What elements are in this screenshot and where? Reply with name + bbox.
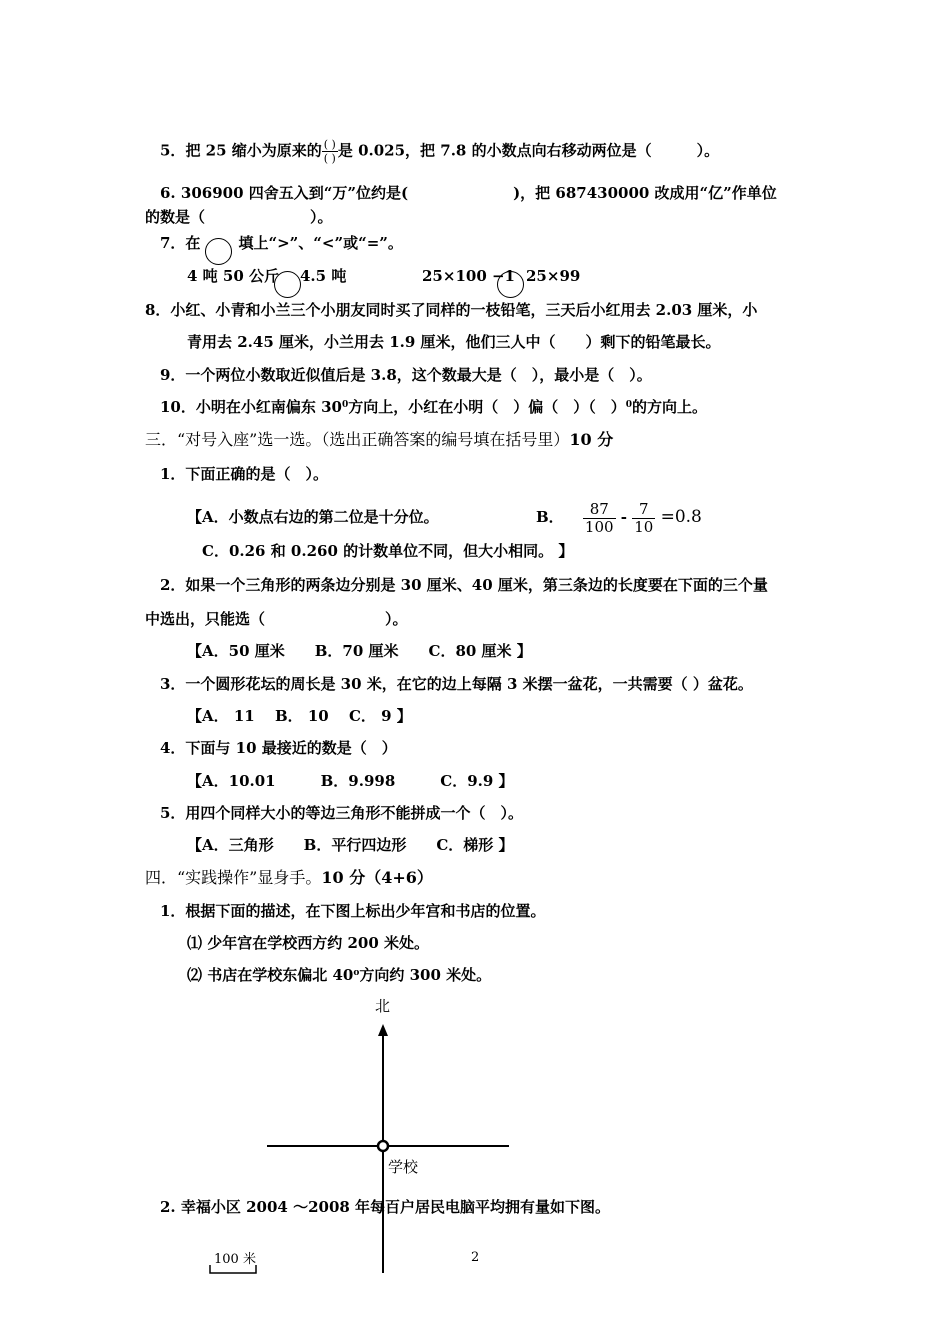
q7-text-a: 7．在 xyxy=(160,234,201,252)
q7-item1-right: 4.5 吨 xyxy=(300,267,347,285)
q5-frac-num: ( ) xyxy=(323,138,336,151)
s3-question-3: 3．一个圆形花坛的周长是 30 米，在它的边上每隔 3 米摆一盆花，一共需要（ ）盆花。 xyxy=(160,675,753,693)
q10-text-b: 方向上，小红在小明（ ）偏（ ）（ ） xyxy=(348,398,626,416)
north-label: 北 xyxy=(375,997,391,1015)
sub-2-text-b: 方向约 300 米处。 xyxy=(359,966,492,984)
s3-question-2-line2: 中选出，只能选（ ）。 xyxy=(145,610,408,628)
s3-q1-option-b xyxy=(536,498,702,536)
s3-question-2-line1: 2．如果一个三角形的两条边分别是 30 厘米、40 厘米，第三条边的长度要在下面的三个量 xyxy=(160,576,768,594)
sub-2-text-a: ⑵ 书店在学校东偏北 40 xyxy=(187,966,354,984)
s4-q1-sub-2 xyxy=(187,965,491,985)
direction-map[interactable] xyxy=(260,1020,520,1280)
s3-q1-option-c: C．0.26 和 0.260 的计数单位不同，但大小相同。 】 xyxy=(202,542,574,560)
q5-text-a: 把 25 缩小为原来的 xyxy=(185,141,322,160)
school-point-icon xyxy=(378,1141,388,1151)
fraction-2-denominator: 10 xyxy=(634,517,654,536)
q7-item2-right: 25×99 xyxy=(526,267,581,285)
north-arrow-icon xyxy=(378,1024,388,1036)
section-3-heading xyxy=(145,430,613,450)
question-9: 9．一个两位小数取近似值后是 3.8，这个数最大是（ ），最小是（ ）。 xyxy=(160,366,652,384)
s3-q4-options: 【A．10.01 B．9.998 C．9.9 】 xyxy=(187,772,514,790)
option-b-result: =0.8 xyxy=(660,507,702,527)
question-8-line2: 青用去 2.45 厘米，小兰用去 1.9 厘米，他们三人中（ ）剩下的铅笔最长。 xyxy=(187,333,721,351)
page-number: 2 xyxy=(471,1250,480,1265)
q7-item1-left: 4 吨 50 公斤 xyxy=(187,267,279,285)
fraction-1-numerator: 87 xyxy=(583,501,616,519)
section-3-title: 三．“对号入座”选一选。（选出正确答案的编号填在括号里） xyxy=(145,430,570,449)
fraction-2-numerator: 7 xyxy=(632,501,655,519)
question-6-line1: 6. 306900 四舍五入到“万”位约是( )，把 687430000 改成用“亿”作单位 xyxy=(160,184,777,202)
scale-label: 100 米 xyxy=(214,1252,256,1267)
q7-item2-left: 25×100 −1 xyxy=(422,267,515,285)
q5-text-b: 是 0.025，把 7.8 的小数点向右移动两位是（ ）。 xyxy=(337,141,720,160)
section-4-points: 10 分（4+6） xyxy=(321,868,433,887)
s3-q3-options: 【A． 11 B． 10 C． 9 】 xyxy=(187,707,412,725)
option-b-fraction-2 xyxy=(632,501,655,536)
s4-question-2: 2. 幸福小区 2004 ～2008 年每百户居民电脑平均拥有量如下图。 xyxy=(160,1198,611,1216)
scale-bar xyxy=(208,1264,260,1276)
s4-question-1: 1．根据下面的描述，在下图上标出少年宫和书店的位置。 xyxy=(160,902,546,920)
school-label: 学校 xyxy=(388,1158,419,1176)
s3-q1-option-a: 【A．小数点右边的第二位是十分位。 xyxy=(187,508,439,526)
q5-fraction xyxy=(322,138,338,165)
s3-q2-options: 【A．50 厘米 B．70 厘米 C．80 厘米 】 xyxy=(187,642,532,660)
q7-text-b: 填上“>”、“<”或“=”。 xyxy=(238,234,403,252)
question-5 xyxy=(160,138,719,165)
question-7-line1 xyxy=(160,233,403,253)
s3-question-4: 4．下面与 10 最接近的数是（ ） xyxy=(160,739,397,757)
question-8-line1: 8．小红、小青和小兰三个小朋友同时买了同样的一枝铅笔，三天后小红用去 2.03 厘米，小 xyxy=(145,301,758,319)
compare-circle-2[interactable] xyxy=(497,271,524,298)
section-4-title: 四．“实践操作”显身手。 xyxy=(145,868,322,887)
q10-degree-2: 0 xyxy=(625,400,633,410)
sub-2-degree: o xyxy=(353,968,360,978)
s4-q1-sub-1: ⑴ 少年宫在学校西方约 200 米处。 xyxy=(187,934,429,952)
q5-frac-den: ( ) xyxy=(323,152,336,165)
q5-number: 5． xyxy=(160,141,186,160)
q10-degree-1: 0 xyxy=(341,400,349,410)
section-3-points: 10 分 xyxy=(569,430,614,449)
compare-circle-1[interactable] xyxy=(274,271,301,298)
q10-text-a: 10．小明在小红南偏东 30 xyxy=(160,398,342,416)
s3-q5-options: 【A．三角形 B．平行四边形 C．梯形 】 xyxy=(187,836,514,854)
s3-question-5: 5．用四个同样大小的等边三角形不能拼成一个（ ）。 xyxy=(160,804,523,822)
fraction-1-denominator: 100 xyxy=(584,517,614,536)
minus-sign: - xyxy=(620,508,628,526)
section-4-heading xyxy=(145,868,433,888)
option-b-fraction-1 xyxy=(583,501,616,536)
q10-text-c: 的方向上。 xyxy=(632,398,708,416)
s3-q1-option-b-label: B． xyxy=(536,508,564,526)
question-10 xyxy=(160,397,707,417)
s3-question-1: 1．下面正确的是（ ）。 xyxy=(160,465,328,483)
question-6-line2: 的数是（ ）。 xyxy=(145,208,333,226)
answer-circle[interactable] xyxy=(205,238,232,265)
